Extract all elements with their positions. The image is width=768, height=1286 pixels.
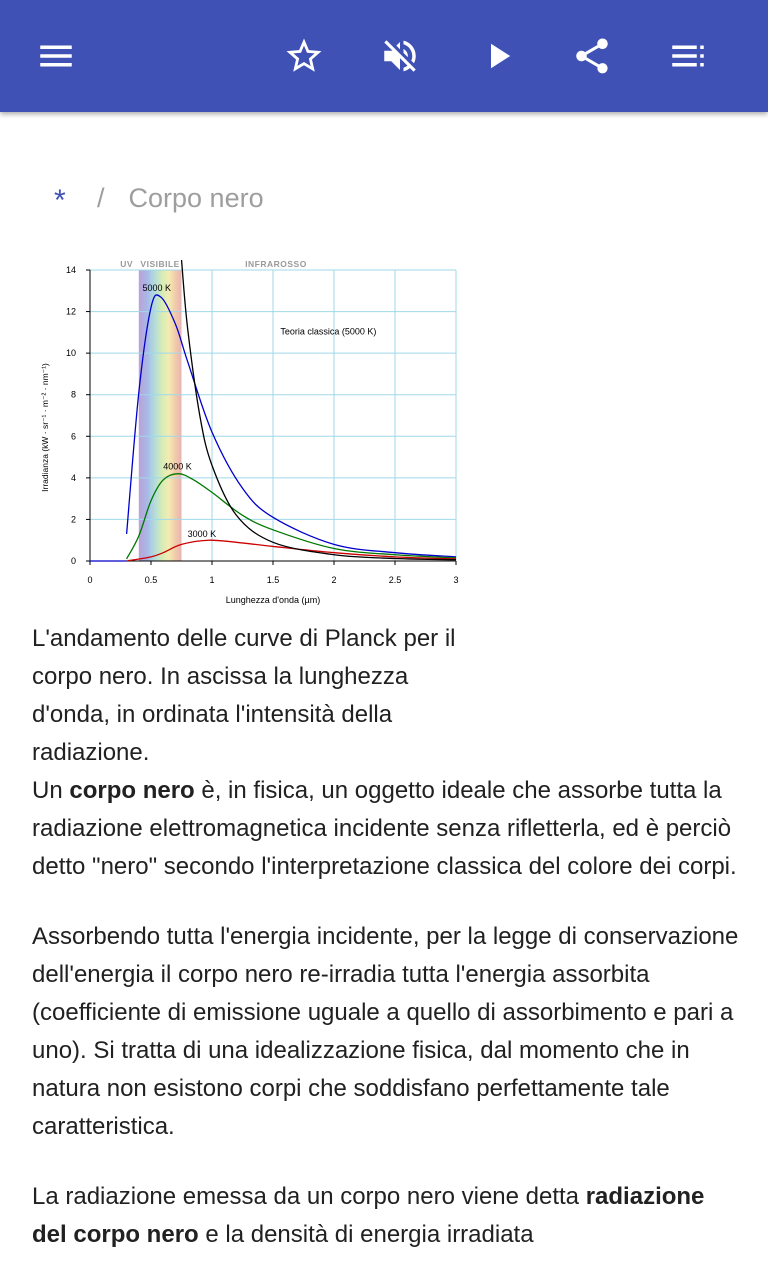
- planck-chart: [30, 252, 470, 612]
- x-tick-label: 0: [87, 575, 93, 585]
- x-tick-label: 1: [209, 575, 215, 585]
- bold-term: radiazione del corpo nero: [32, 1183, 705, 1248]
- breadcrumb-current: Corpo nero: [128, 182, 264, 213]
- article-paragraph: La radiazione emessa da un corpo nero viene detta radiazione del corpo nero e la densità di energia irradiata: [32, 1183, 705, 1248]
- play-icon: [477, 35, 519, 77]
- article-paragraph: Assorbendo tutta l'energia incidente, per la legge di conservazione dell'energia il corpo nero re-irradia tutta l'energia assorbita (coefficiente di emissione uguale a quello di assorbimento e pari a uno). Si tratta di una idealizzazione fisica, dal momento che in natura non esistono corpi che soddisfano perfettamente tale caratteristica.: [32, 923, 739, 1140]
- contents-button[interactable]: [660, 28, 716, 84]
- region-label: UV: [120, 259, 134, 269]
- series-line-teoria-classica-5000-k-: [182, 260, 457, 560]
- bookmark-button[interactable]: [276, 28, 332, 84]
- y-axis-title: Irradianza (kW · sr⁻¹ · m⁻² · nm⁻¹): [40, 363, 50, 492]
- series-label: 3000 K: [187, 529, 217, 540]
- y-tick-label: 12: [65, 306, 76, 317]
- share-icon: [571, 35, 613, 77]
- y-tick-label: 14: [65, 265, 76, 275]
- mute-button[interactable]: [372, 28, 428, 84]
- y-tick-label: 10: [65, 348, 76, 359]
- series-label: 5000 K: [142, 282, 171, 293]
- play-button[interactable]: [470, 28, 526, 84]
- playlist-icon: [667, 35, 709, 77]
- breadcrumb-home-link[interactable]: *: [54, 184, 66, 217]
- y-tick-label: 8: [70, 389, 76, 400]
- breadcrumb-separator: /: [97, 182, 105, 213]
- x-tick-label: 1.5: [266, 575, 280, 585]
- volume-off-icon: [379, 35, 421, 77]
- breadcrumb: [54, 178, 264, 218]
- article-body: [32, 772, 744, 1286]
- y-tick-label: 0: [70, 556, 76, 566]
- region-label: INFRAROSSO: [245, 259, 307, 269]
- bold-term: corpo nero: [69, 777, 195, 804]
- y-tick-label: 6: [70, 431, 76, 442]
- y-tick-label: 2: [70, 514, 76, 525]
- menu-button[interactable]: [28, 28, 84, 84]
- x-tick-label: 0.5: [144, 575, 158, 585]
- region-label: VISIBILE: [140, 259, 180, 269]
- x-tick-label: 2: [331, 575, 337, 585]
- x-tick-label: 2.5: [388, 575, 402, 585]
- menu-icon: [35, 35, 77, 77]
- series-label: Teoria classica (5000 K): [280, 326, 377, 337]
- share-button[interactable]: [564, 28, 620, 84]
- planck-chart-figure[interactable]: [30, 252, 470, 612]
- article-paragraph: Un corpo nero è, in fisica, un oggetto ideale che assorbe tutta la radiazione elettromagnetica incidente senza rifletterla, ed è perciò detto "nero" secondo l'interpretazione classica del colore dei corpi.: [32, 777, 737, 880]
- x-tick-label: 3: [453, 575, 459, 585]
- figure-caption: L'andamento delle curve di Planck per il corpo nero. In ascissa la lunghezza d'onda, in ordinata l'intensità della radiazione.: [32, 625, 456, 766]
- app-bar: [0, 0, 768, 112]
- series-label: 4000 K: [163, 461, 192, 472]
- y-tick-label: 4: [70, 472, 76, 483]
- x-axis-title: Lunghezza d'onda (µm): [225, 595, 321, 605]
- star-outline-icon: [283, 35, 325, 77]
